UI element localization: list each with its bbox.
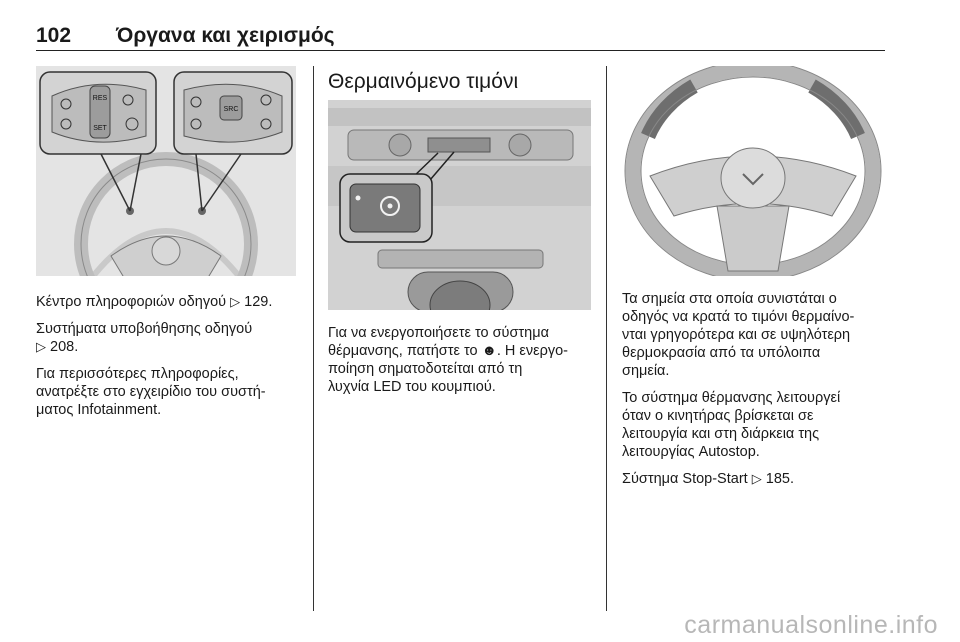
column-divider-1 — [313, 66, 314, 611]
heated-wheel-button-figure — [328, 100, 591, 310]
body-line: σημεία. — [622, 363, 670, 379]
steering-wheel-heat-zones-figure — [622, 66, 885, 276]
body-line: θέρμανσης, πατήστε το — [328, 343, 478, 359]
stop-start-text: Σύστημα Stop-Start — [622, 471, 748, 487]
body-line: λειτουργίας Autostop. — [622, 444, 760, 460]
watermark: carmanualsonline.info — [684, 611, 938, 639]
header-rule — [36, 50, 885, 51]
heated-wheel-icon: ☻ — [481, 343, 497, 359]
section-heading: Θερμαινόμενο τιμόνι — [328, 70, 519, 93]
ref-arrow-icon: ▷ — [230, 294, 241, 309]
column2-text — [328, 324, 603, 405]
body-line: νται γρηγορότερα και σε υψηλότερη — [622, 327, 851, 343]
body-line: Για να ενεργοποιήσετε το σύστημα — [328, 325, 549, 341]
page-title: Όργανα και χειρισμός — [116, 24, 335, 47]
stop-start-ref[interactable]: 185. — [765, 471, 794, 487]
body-line: οδηγός να κρατά το τιμόνι θερμαίνο- — [622, 309, 855, 325]
column1-text — [36, 293, 306, 428]
ref-arrow-icon: ▷ — [36, 339, 46, 354]
column-divider-2 — [606, 66, 607, 611]
column3-text — [622, 290, 884, 497]
body-line: ποίηση σηματοδοτείται από τη — [328, 361, 523, 377]
driver-assist-text: Συστήματα υποβοήθησης οδηγού — [36, 321, 253, 337]
svg-text:SET: SET — [93, 125, 107, 132]
svg-text:RES: RES — [92, 95, 108, 102]
ref-arrow-icon: ▷ — [751, 471, 762, 486]
body-line: λειτουργία και στη διάρκεια της — [622, 426, 820, 442]
svg-text:SRC: SRC — [223, 106, 239, 113]
driver-info-centre-ref[interactable]: 129. — [244, 294, 273, 310]
body-line: . Η ενεργο- — [496, 343, 568, 359]
body-line: όταν ο κινητήρας βρίσκεται σε — [622, 408, 814, 424]
driver-assist-ref[interactable]: 208. — [50, 339, 79, 355]
more-info-line: ανατρέξτε στο εγχειρίδιο του συστή- — [36, 384, 266, 400]
more-info-line: ματος Infotainment. — [36, 402, 162, 418]
more-info-line: Για περισσότερες πληροφορίες, — [36, 366, 239, 382]
body-line: Το σύστημα θέρμανσης λειτουργεί — [622, 390, 841, 406]
body-line: Τα σημεία στα οποία συνιστάται ο — [622, 291, 837, 307]
page-header — [36, 24, 885, 52]
page-number: 102 — [36, 24, 72, 47]
body-line: λυχνία LED του κουμπιού. — [328, 379, 496, 395]
steering-wheel-controls-figure — [36, 66, 296, 276]
driver-info-centre-text: Κέντρο πληροφοριών οδηγού — [36, 294, 227, 310]
body-line: θερμοκρασία από τα υπόλοιπα — [622, 345, 821, 361]
